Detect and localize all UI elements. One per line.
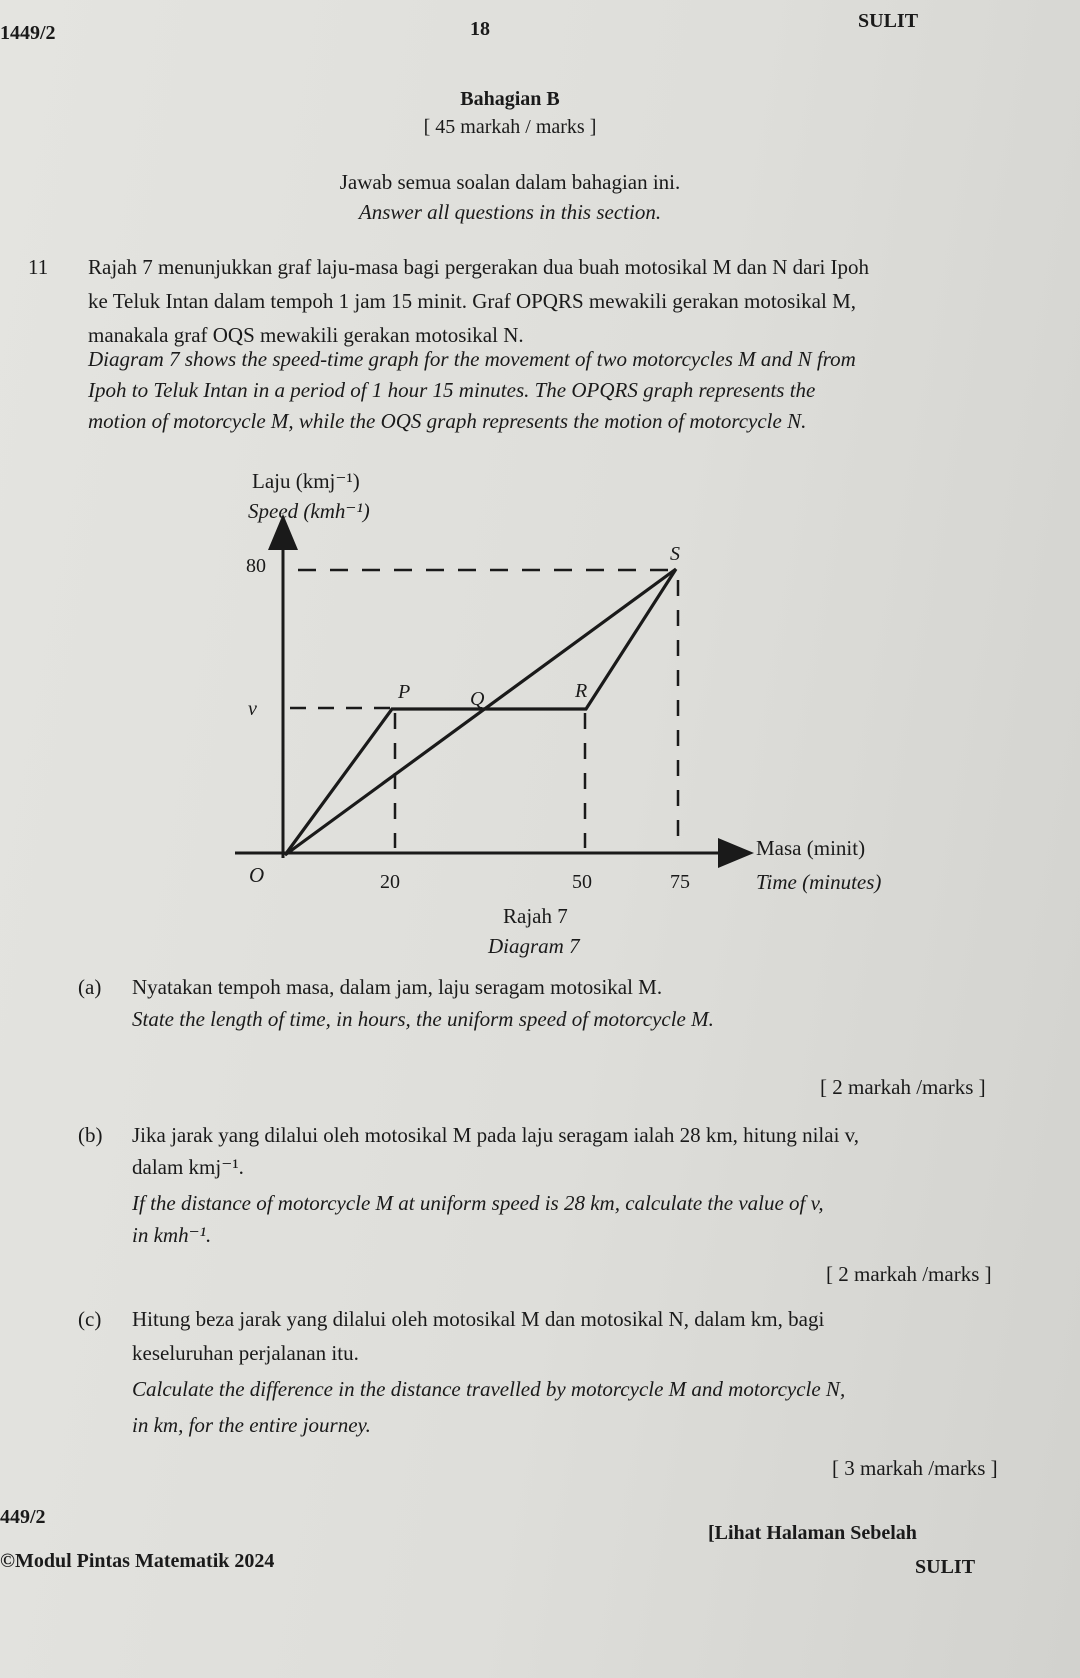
section-marks: [ 45 markah / marks ]	[423, 116, 597, 138]
footer-copyright: ©Modul Pintas Matematik 2024	[0, 1550, 275, 1572]
part-b-text-en-1: If the distance of motorcycle M at uniform speed is 28 km, calculate the value of v,	[132, 1191, 824, 1215]
footer-sulit: SULIT	[915, 1556, 976, 1578]
part-b-text-ms-2: dalam kmj⁻¹.	[132, 1155, 244, 1179]
part-b-marks: [ 2 markah /marks ]	[826, 1262, 992, 1286]
question-text-ms-1: Rajah 7 menunjukkan graf laju-masa bagi pergerakan dua buah motosikal M dan N dari Ipoh	[88, 255, 870, 279]
question-text-en-3: motion of motorcycle M, while the OQS graph represents the motion of motorcycle N.	[88, 409, 807, 433]
page-number: 18	[470, 18, 490, 40]
graph-oqs-motorcycle-n	[285, 569, 676, 855]
x-tick-20: 20	[380, 871, 400, 893]
part-c-text-ms-1: Hitung beza jarak yang dilalui oleh motosikal M dan motosikal N, dalam km, bagi	[132, 1307, 825, 1331]
instruction-ms: Jawab semua soalan dalam bahagian ini.	[339, 170, 681, 194]
point-r-label: R	[575, 680, 588, 702]
question-text-en-1: Diagram 7 shows the speed-time graph for the movement of two motorcycles M and N from	[88, 347, 856, 371]
point-p-label: P	[398, 681, 411, 703]
part-a-text-ms: Nyatakan tempoh masa, dalam jam, laju seragam motosikal M.	[132, 975, 663, 999]
part-b-label: (b)	[78, 1123, 103, 1147]
y-axis-label-en: Speed (kmh⁻¹)	[248, 499, 370, 523]
x-axis-label-ms: Masa (minit)	[756, 836, 866, 860]
part-a-label: (a)	[78, 975, 102, 999]
part-c-label: (c)	[78, 1307, 102, 1331]
y-tick-80: 80	[246, 555, 266, 577]
y-tick-v: v	[248, 698, 257, 720]
point-s-label: S	[670, 543, 680, 565]
part-b-text-ms-1: Jika jarak yang dilalui oleh motosikal M pada laju seragam ialah 28 km, hitung nilai v,	[132, 1123, 860, 1147]
question-text-en-2: Ipoh to Teluk Intan in a period of 1 hour 15 minutes. The OPQRS graph represents the	[88, 378, 816, 402]
x-tick-50: 50	[572, 871, 592, 893]
footer-paper-code: 449/2	[0, 1506, 46, 1528]
x-tick-75: 75	[670, 871, 690, 893]
part-c-text-ms-2: keseluruhan perjalanan itu.	[132, 1341, 359, 1365]
point-q-label: Q	[470, 688, 485, 710]
part-c-marks: [ 3 markah /marks ]	[832, 1456, 998, 1480]
diagram-caption-en: Diagram 7	[488, 934, 580, 958]
sulit-label: SULIT	[858, 10, 919, 32]
footer-next-page: [Lihat Halaman Sebelah	[708, 1522, 917, 1544]
paper-code: 1449/2	[0, 22, 56, 44]
origin-label: O	[249, 863, 265, 887]
part-a-text-en: State the length of time, in hours, the uniform speed of motorcycle M.	[132, 1007, 714, 1031]
question-text-ms-3: manakala graf OQS mewakili gerakan motosikal N.	[88, 323, 524, 347]
part-c-text-en-2: in km, for the entire journey.	[132, 1413, 371, 1437]
diagram-caption-ms: Rajah 7	[503, 904, 568, 928]
part-c-text-en-1: Calculate the difference in the distance travelled by motorcycle M and motorcycle N,	[132, 1377, 846, 1401]
part-a-marks: [ 2 markah /marks ]	[820, 1075, 986, 1099]
question-text-ms-2: ke Teluk Intan dalam tempoh 1 jam 15 minit. Graf OPQRS mewakili gerakan motosikal M,	[88, 289, 857, 313]
part-b-text-en-2: in kmh⁻¹.	[132, 1223, 212, 1247]
section-title: Bahagian B	[460, 88, 560, 110]
y-axis-label-ms: Laju (kmj⁻¹)	[252, 469, 360, 493]
x-axis-label-en: Time (minutes)	[756, 870, 882, 894]
question-number: 11	[28, 255, 49, 279]
instruction-en: Answer all questions in this section.	[358, 200, 662, 224]
